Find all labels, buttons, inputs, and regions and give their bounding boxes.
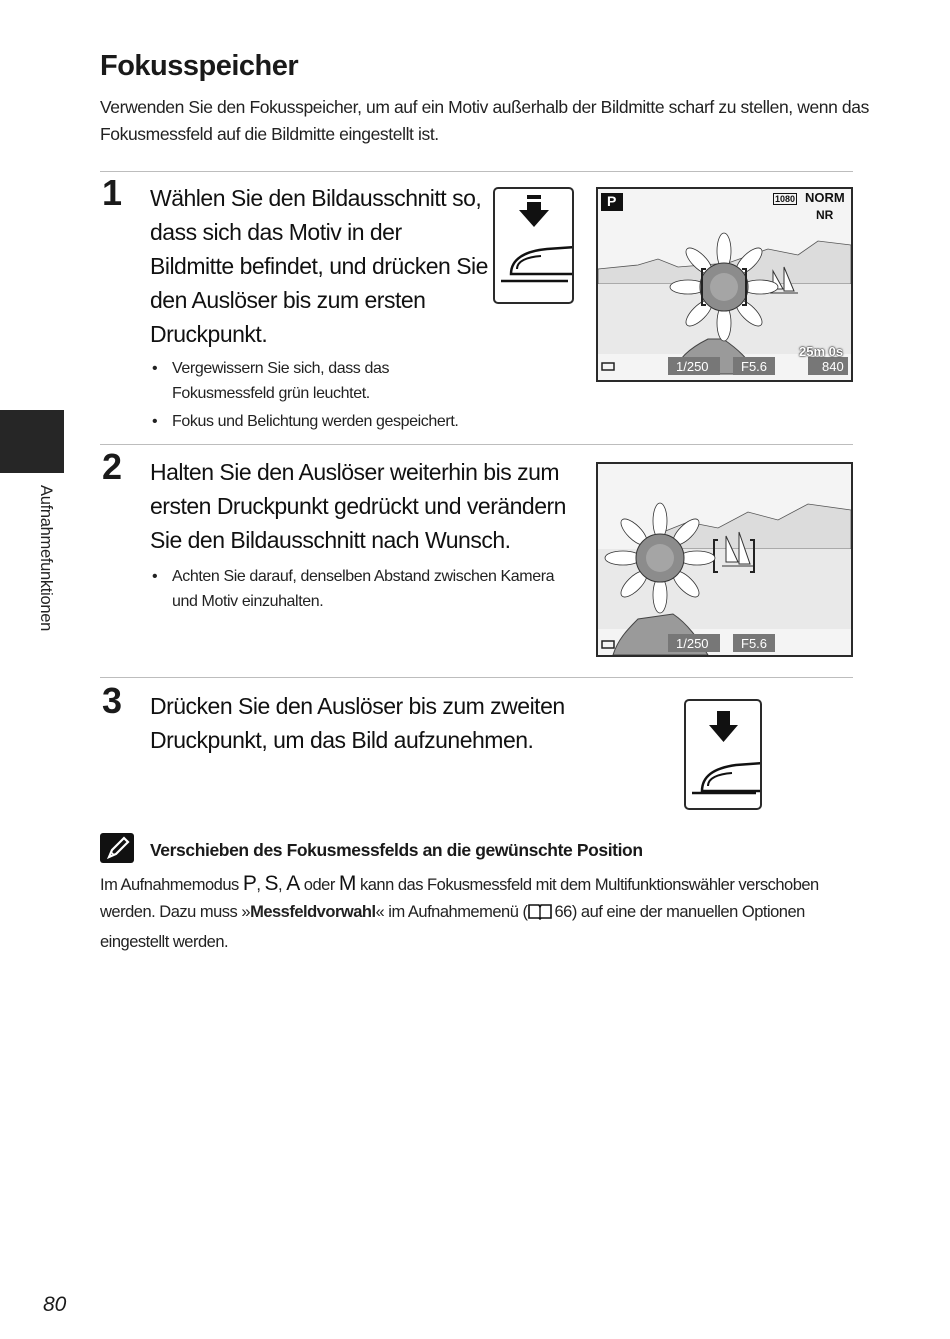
mode-m-icon: M bbox=[338, 872, 356, 895]
note-pencil-icon bbox=[100, 833, 134, 863]
aperture-value: F5.6 bbox=[741, 636, 768, 651]
camera-screen-focus-lock bbox=[596, 187, 853, 382]
step-heading: Halten Sie den Auslöser weiterhin bis zum ersten Druckpunkt gedrückt und verändern Sie den Bildausschnitt nach Wunsch. bbox=[150, 459, 566, 553]
list-item: • Vergewissern Sie sich, dass das Fokusmessfeld grün leuchtet. bbox=[150, 356, 495, 406]
camera-screen-recompose bbox=[596, 462, 853, 657]
aperture-value: F5.6 bbox=[741, 359, 768, 374]
step-number: 2 bbox=[102, 446, 123, 487]
shutter-full-press-icon bbox=[684, 699, 762, 810]
shutter-speed: 1/250 bbox=[676, 359, 709, 374]
shutter-speed: 1/250 bbox=[676, 636, 709, 651]
menu-item-ref: Messfeldvorwahl bbox=[250, 903, 376, 921]
list-item: • Fokus und Belichtung werden gespeichert. bbox=[150, 409, 495, 434]
divider bbox=[100, 677, 853, 678]
page-number: 80 bbox=[43, 1293, 67, 1316]
list-item: • Achten Sie darauf, denselben Abstand zwischen Kamera und Motiv einzuhalten. bbox=[150, 564, 580, 614]
exposure-count: 840 bbox=[822, 359, 844, 374]
step-heading: Drücken Sie den Auslöser bis zum zweiten Druckpunkt, um das Bild aufzunehmen. bbox=[150, 693, 565, 753]
step-bullets bbox=[150, 356, 495, 437]
step-number: 3 bbox=[102, 680, 123, 721]
mode-p-icon: P bbox=[242, 872, 257, 895]
mode-s-icon: S bbox=[264, 872, 279, 895]
mode-a-icon: A bbox=[286, 872, 300, 895]
chapter-tab bbox=[0, 410, 64, 473]
note-title: Verschieben des Fokusmessfelds an die gewünschte Position bbox=[150, 840, 643, 860]
note-body: Im Aufnahmemodus P, S, A oder M kann das Fokusmessfeld mit dem Multifunktionswähler verschoben werden. Dazu muss »Messfeldvorwahl« im Aufnahmemenü ( 66) auf eine der manuellen Optionen eingestellt werden. bbox=[100, 872, 819, 951]
page-reference[interactable]: 66 bbox=[554, 903, 572, 921]
page-title: Fokusspeicher bbox=[100, 50, 299, 82]
noise-reduction-icon: NR bbox=[816, 208, 834, 222]
divider bbox=[100, 444, 853, 445]
chapter-label: Aufnahmefunktionen bbox=[37, 485, 55, 631]
step-heading: Wählen Sie den Bildausschnitt so, dass sich das Motiv in der Bildmitte befindet, und drücken Sie den Auslöser bis zum ersten Druckpunkt. bbox=[150, 185, 488, 347]
step-bullets bbox=[150, 564, 580, 617]
intro-text: Verwenden Sie den Fokusspeicher, um auf ein Motiv außerhalb der Bildmitte scharf zu stellen, wenn das Fokusmessfeld auf die Bildmitte eingestellt ist. bbox=[100, 97, 869, 144]
shutter-half-press-icon bbox=[493, 187, 574, 304]
image-quality-icon: NORM bbox=[805, 190, 845, 205]
divider bbox=[100, 171, 853, 172]
step-number: 1 bbox=[102, 172, 123, 213]
mode-indicator: P bbox=[607, 193, 617, 209]
video-mode-icon: 1080 bbox=[775, 194, 796, 204]
book-icon bbox=[527, 902, 553, 929]
remaining-time: 25m 0s bbox=[799, 344, 844, 359]
